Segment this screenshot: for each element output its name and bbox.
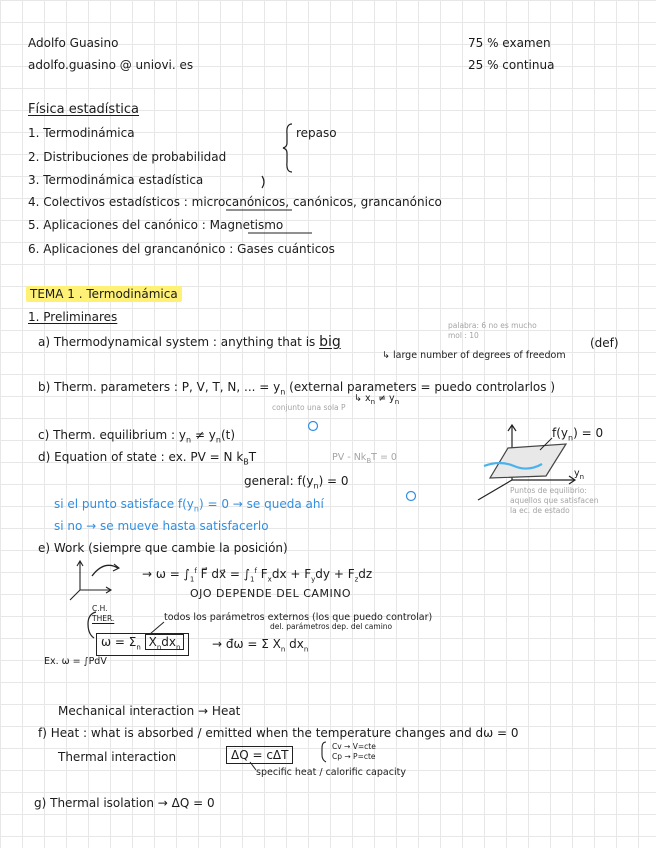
- specific-heat-note: specific heat / calorific capacity: [256, 767, 406, 778]
- repaso-note: repaso: [296, 126, 337, 140]
- diagram-surface-label: $f(y_n) = 0$: [552, 426, 604, 443]
- info-mark-2: [407, 492, 416, 501]
- info-mark-1: [309, 422, 318, 431]
- note-g: g) Thermal isolation → ΔQ = 0: [34, 796, 215, 810]
- work-path-note: OJO DEPENDE DEL CAMINO: [190, 587, 352, 600]
- mechanical-note: Mechanical interaction → Heat: [58, 704, 241, 718]
- author-email: adolfo.guasino @ uniovi. es: [28, 58, 194, 72]
- ther-label: THER.: [92, 614, 115, 623]
- syllabus-item-3: 3. Termodinámica estadística: [28, 173, 204, 187]
- note-a-gray: palabra: 6 no es mucho: [448, 321, 537, 330]
- specific-heat-arrow: [250, 762, 256, 770]
- repaso-brace: [283, 124, 292, 172]
- syllabus-item-2: 2. Distribuciones de probabilidad: [28, 150, 227, 164]
- ch-label: C.H.: [92, 604, 108, 613]
- note-a-sub: ↳ large number of degrees of freedom: [382, 350, 566, 361]
- todos-arrow: [150, 622, 164, 634]
- grading-continuous: 25 % continua: [468, 58, 555, 72]
- syllabus-item-6: 6. Aplicaciones del grancanónico : Gases cuánticos: [28, 242, 335, 256]
- equation-of-state-diagram: [478, 425, 575, 500]
- note-a-gray2: mol : 10: [448, 331, 479, 340]
- work-example: Ex. ω = ∫PdV: [44, 656, 107, 667]
- item3-bracket: [262, 176, 264, 188]
- work-formula: → $\omega = \int_1^f$ F⃗ dx⃗ = $\int_1^f$ $F_xdx + F_ydy + F_zdz$: [142, 567, 373, 584]
- note-b-gray: conjunto una sola P: [272, 403, 346, 412]
- ch-brace: [88, 612, 96, 638]
- diagram-axis-y: $y_n$: [574, 468, 585, 481]
- grading-exam: 75 % examen: [468, 36, 551, 50]
- cv-note: Cv → V=cte: [332, 742, 376, 751]
- syllabus-item-5: 5. Aplicaciones del canónico : Magnetismo: [28, 218, 284, 232]
- diagram-note-2: aquellos que satisfacen: [510, 496, 599, 505]
- note-d: d) Equation of state : ex. PV = N $k_BT$: [38, 450, 257, 467]
- diagram-note-3: la ec. de estado: [510, 506, 570, 515]
- syllabus-title: Física estadística: [28, 102, 140, 117]
- note-blue-1: si el punto satisface $f(y_n) = 0$ → se queda ahí: [54, 497, 324, 514]
- diagram-note-1: Puntos de equilibrio:: [510, 486, 587, 495]
- syllabus-item-1: 1. Termodinámica: [28, 126, 135, 140]
- section-title: 1. Preliminares: [28, 310, 118, 324]
- note-a-def: (def): [590, 336, 619, 350]
- thermal-interaction: Thermal interaction: [58, 750, 177, 764]
- work-differential: → đω = Σ $X_n$ $dx_n$: [212, 637, 309, 654]
- work-diagram: [70, 561, 119, 600]
- todos-note: todos los parámetros externos (los que puedo controlar): [164, 612, 433, 623]
- syllabus-item-4: 4. Colectivos estadísticos : microcanónicos, canónicos, grancanónico: [28, 195, 442, 209]
- note-f: f) Heat : what is absorbed / emitted when the temperature changes and dω = 0: [38, 726, 519, 740]
- topic-title: TEMA 1 . Termodinámica: [26, 287, 182, 301]
- note-general: general: $f(y_n) = 0$: [244, 474, 349, 491]
- cp-note: Cp → P=cte: [332, 752, 376, 761]
- work-boxed-formula: $\omega = \Sigma_n$ $X_ndx_n$: [96, 633, 189, 656]
- author-name: Adolfo Guasino: [28, 36, 119, 50]
- del-note: del. parámetros dep. del camino: [270, 622, 393, 631]
- note-b-sub: ↳ $x_n \ne y_n$: [354, 393, 400, 406]
- note-a: a) Thermodynamical system : anything that is big: [38, 334, 341, 350]
- note-d-gray: PV - $Nk_BT = 0$: [332, 452, 397, 465]
- note-blue-2: si no → se mueve hasta satisfacerlo: [54, 519, 269, 533]
- note-c: c) Therm. equilibrium : $y_n \ne y_n(t)$: [38, 428, 236, 445]
- note-b: b) Therm. parameters : P, V, T, N, ... = $y_n$ (external parameters = puedo controlarlos ): [38, 380, 556, 397]
- heat-brace: [322, 742, 326, 762]
- note-e: e) Work (siempre que cambie la posición): [38, 541, 288, 555]
- heat-formula: ΔQ = cΔT: [226, 748, 293, 762]
